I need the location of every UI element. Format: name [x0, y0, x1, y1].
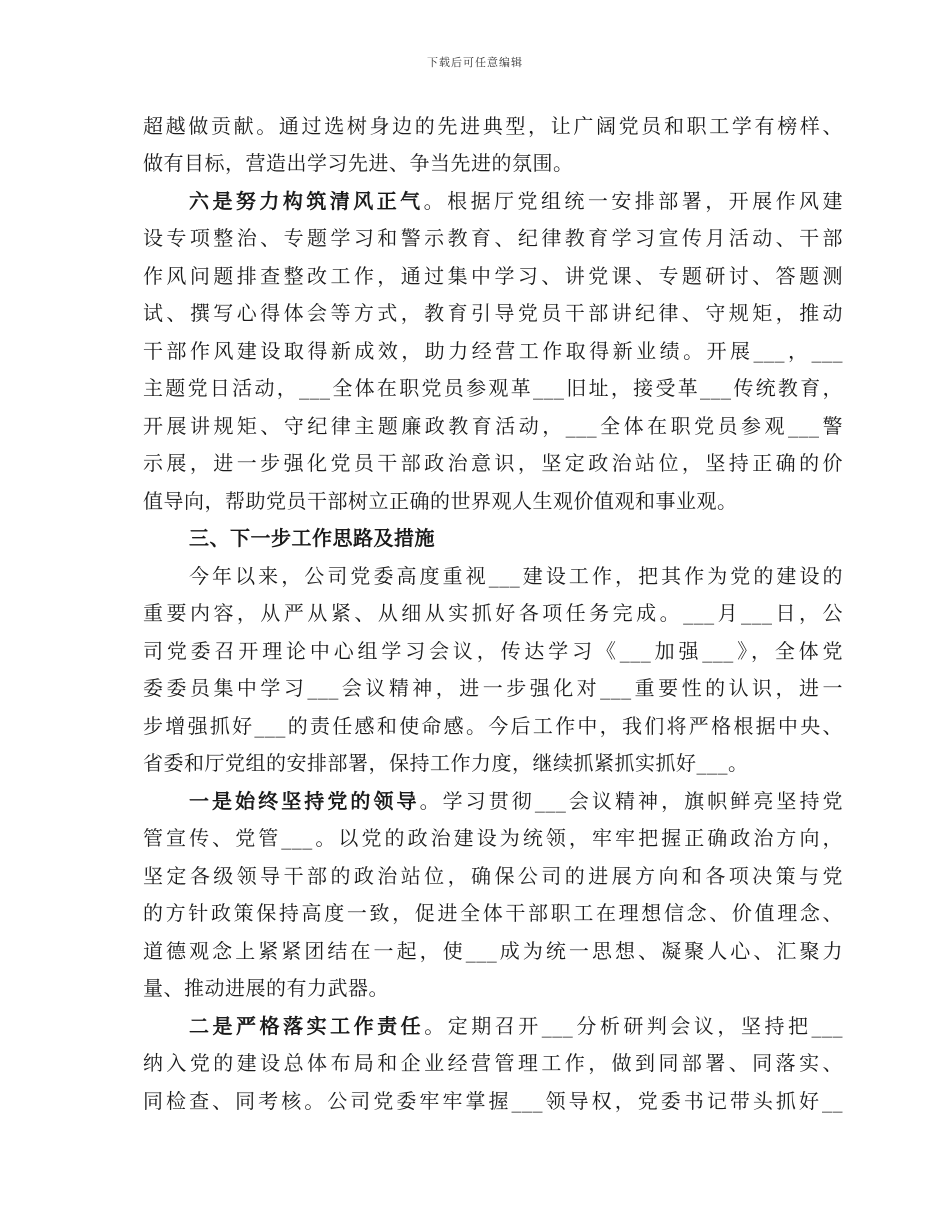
paragraph-line: 省委和厅党组的安排部署，保持工作力度，继续抓紧抓实抓好___。 [143, 751, 749, 775]
bold-lead: 二是严格落实工作责任 [189, 1014, 425, 1038]
paragraph-line: 坚定各级领导干部的政治站位，确保公司的进展方向和各项决策与党 [143, 864, 843, 888]
page-header: 下载后可任意编辑 [427, 56, 523, 69]
paragraph-line: 司党委召开理论中心组学习会议，传达学习《___加强___》，全体党 [143, 639, 843, 663]
paragraph-line: 设专项整治、专题学习和警示教育、纪律教育学习宣传月活动、干部 [143, 226, 843, 250]
paragraph-line: 六是努力构筑清风正气。根据厅党组统一安排部署，开展作风建 [189, 189, 844, 213]
paragraph-line: 干部作风建设取得新成效，助力经营工作取得新业绩。开展___，___ [143, 339, 843, 363]
paragraph-line: 管宣传、党管___。以党的政治建设为统领，牢牢把握正确政治方向， [143, 826, 843, 850]
paragraph-line: 二是严格落实工作责任。定期召开___分析研判会议，坚持把___ [189, 1014, 844, 1038]
paragraph-line: 示展，进一步强化党员干部政治意识，坚定政治站位，坚持正确的价 [143, 451, 843, 475]
bold-lead: 一是始终坚持党的领导 [189, 789, 420, 813]
paragraph-line: 一是始终坚持党的领导。学习贯彻___会议精神，旗帜鲜亮坚持党 [189, 789, 844, 813]
paragraph-line: 试、撰写心得体会等方式，教育引导党员干部讲纪律、守规矩，推动 [143, 301, 843, 325]
paragraph-line: 作风问题排查整改工作，通过集中学习、讲党课、专题研讨、答题测 [143, 264, 843, 288]
paragraph-line: 同检查、同考核。公司党委牢牢掌握___领导权，党委书记带头抓好__ [143, 1089, 843, 1113]
bold-lead: 六是努力构筑清风正气 [189, 189, 424, 213]
section-heading: 三、下一步工作思路及措施 [189, 526, 435, 550]
paragraph-line: 委委员集中学习___会议精神，进一步强化对___重要性的认识，进一 [143, 676, 843, 700]
paragraph-line: 做有目标，营造出学习先进、争当先进的氛围。 [143, 151, 574, 175]
paragraph-line: 主题党日活动，___全体在职党员参观革___旧址，接受革___传统教育， [143, 376, 843, 400]
paragraph-line: 步增强抓好___的责任感和使命感。今后工作中，我们将严格根据中央、 [143, 714, 843, 738]
paragraph-line: 的方针政策保持高度一致，促进全体干部职工在理想信念、价值理念、 [143, 901, 843, 925]
paragraph-line: 开展讲规矩、守纪律主题廉政教育活动，___全体在职党员参观___警 [143, 414, 843, 438]
paragraph-line: 今年以来，公司党委高度重视___建设工作，把其作为党的建设的 [189, 564, 843, 588]
paragraph-line: 道德观念上紧紧团结在一起，使___成为统一思想、凝聚人心、汇聚力 [143, 939, 843, 963]
paragraph-line: 量、推动进展的有力武器。 [143, 976, 389, 1000]
paragraph-line: 纳入党的建设总体布局和企业经营管理工作，做到同部署、同落实、 [143, 1051, 843, 1075]
paragraph-line: 超越做贡献。通过选树身边的先进典型，让广阔党员和职工学有榜样、 [143, 114, 843, 138]
paragraph-line: 重要内容，从严从紧、从细从实抓好各项任务完成。___月___日，公 [143, 601, 843, 625]
paragraph-line: 值导向，帮助党员干部树立正确的世界观人生观价值观和事业观。 [143, 489, 738, 513]
